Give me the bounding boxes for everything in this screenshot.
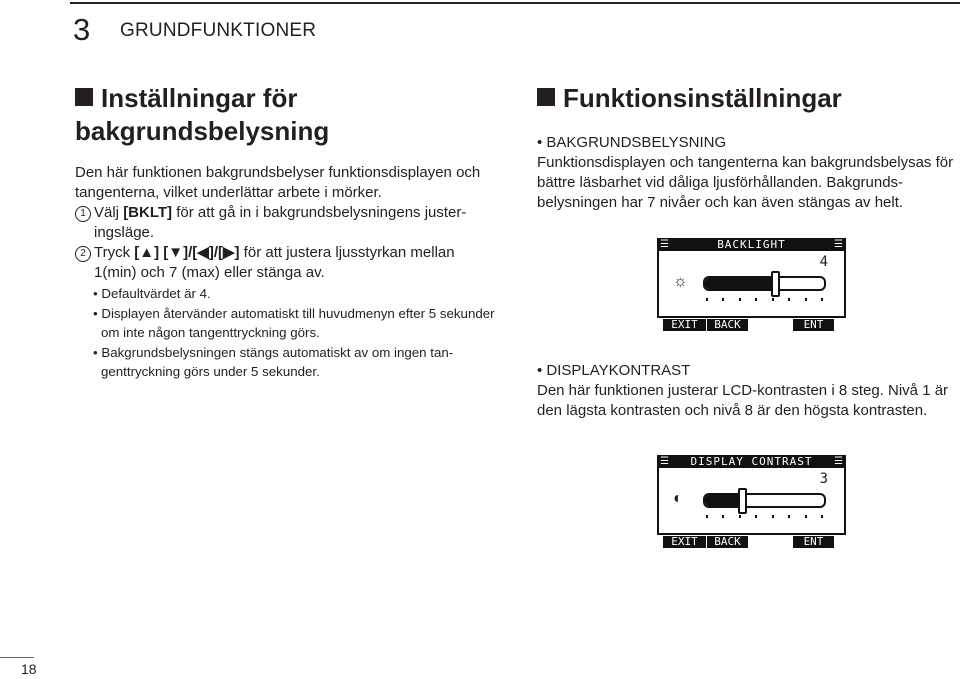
note: • Defaultvärdet är 4. — [93, 286, 211, 301]
right-heading — [537, 82, 842, 115]
intro-text: Den här funktionen bakgrundsbelyser funktionsdisplayen och tangenterna, vilket underlättar arbete i mörker. — [75, 164, 481, 201]
lcd-screen-contrast — [657, 455, 846, 551]
lcd-title-bar — [657, 238, 846, 251]
slider-tick — [739, 298, 741, 301]
softkey-exit[interactable]: EXIT — [663, 319, 706, 331]
note: • Bakgrundsbelysningen stängs automatiskt av om ingen tan-genttryckning görs under 5 sekunder. — [93, 345, 454, 379]
slider-thumb[interactable] — [738, 488, 747, 514]
slider-tick — [739, 515, 741, 518]
lcd-screen-backlight — [657, 238, 846, 334]
softkey-back[interactable]: BACK — [707, 536, 748, 548]
left-heading — [75, 82, 329, 148]
slider-tick — [706, 298, 708, 301]
slider-tick — [772, 515, 774, 518]
lcd-value: 4 — [819, 254, 828, 270]
slider-tick — [755, 515, 757, 518]
lcd-title: DISPLAY CONTRAST — [690, 455, 813, 468]
softkey-back[interactable]: BACK — [707, 319, 748, 331]
slider-tick — [788, 515, 790, 518]
heading-line: bakgrundsbelysning — [75, 116, 330, 146]
heading-text: Funktionsinställningar — [563, 83, 842, 113]
chapter-title: GRUNDFUNKTIONER — [120, 20, 317, 41]
menu-icon: ☰ — [834, 239, 843, 250]
left-body — [75, 163, 495, 381]
step-text: Välj — [94, 204, 124, 221]
slider-tick — [805, 298, 807, 301]
step-1 — [75, 203, 495, 243]
section-title: • DISPLAYKONTRAST — [537, 362, 691, 379]
slider-tick — [788, 298, 790, 301]
level-slider[interactable] — [703, 493, 826, 508]
key-label: [▲] [▼]/[◀]/[▶] — [134, 244, 240, 261]
step-number: 2 — [75, 246, 91, 262]
slider-tick — [706, 515, 708, 518]
square-bullet-icon — [75, 88, 93, 106]
heading-line: Inställningar för — [101, 83, 298, 113]
step-text: för att justera ljusstyrkan mellan 1(min) och 7 (max) eller stänga av. — [94, 244, 455, 281]
step-text: för att gå in i bakgrundsbelysningens juster-ingsläge. — [94, 204, 467, 241]
slider-tick — [772, 298, 774, 301]
square-bullet-icon — [537, 88, 555, 106]
section-title: • BAKGRUNDSBELYSNING — [537, 134, 727, 151]
contrast-icon: ◐ — [673, 490, 683, 507]
slider-fill — [705, 495, 739, 506]
slider-tick — [805, 515, 807, 518]
slider-tick — [821, 515, 823, 518]
slider-tick — [821, 298, 823, 301]
chapter-number: 3 — [73, 12, 91, 47]
slider-fill — [705, 278, 773, 289]
softkey-ent[interactable]: ENT — [793, 319, 834, 331]
lcd-title: BACKLIGHT — [717, 238, 786, 251]
level-slider[interactable] — [703, 276, 826, 291]
section-contrast — [537, 361, 957, 421]
note: • Displayen återvänder automatiskt till huvudmenyn efter 5 sekunder om inte någon tangenttryckning görs. — [93, 306, 495, 340]
brightness-icon: ☼ — [673, 273, 688, 290]
step-text: Tryck — [94, 244, 135, 261]
slider-thumb[interactable] — [771, 271, 780, 297]
menu-icon: ☰ — [660, 239, 669, 250]
page-number: 18 — [21, 661, 37, 677]
slider-tick — [755, 298, 757, 301]
section-backlight — [537, 133, 957, 213]
menu-icon: ☰ — [660, 456, 669, 467]
lcd-title-bar — [657, 455, 846, 468]
top-rule — [70, 2, 960, 4]
key-label: [BKLT] — [123, 204, 173, 221]
step-2 — [75, 243, 495, 283]
section-text: Den här funktionen justerar LCD-kontrasten i 8 steg. Nivå 1 är den lägsta kontrasten och nivå 8 är den högsta kontrasten. — [537, 382, 949, 419]
step-number: 1 — [75, 206, 91, 222]
softkey-ent[interactable]: ENT — [793, 536, 834, 548]
page-number-rule — [0, 657, 34, 658]
lcd-value: 3 — [819, 471, 828, 487]
softkey-exit[interactable]: EXIT — [663, 536, 706, 548]
slider-tick — [722, 298, 724, 301]
slider-tick — [722, 515, 724, 518]
section-text: Funktionsdisplayen och tangenterna kan bakgrundsbelysas för bättre läsbarhet vid dåliga ljusförhållanden. Bakgrunds-belysningen har 7 nivåer och kan även stängas av helt. — [537, 154, 954, 211]
menu-icon: ☰ — [834, 456, 843, 467]
